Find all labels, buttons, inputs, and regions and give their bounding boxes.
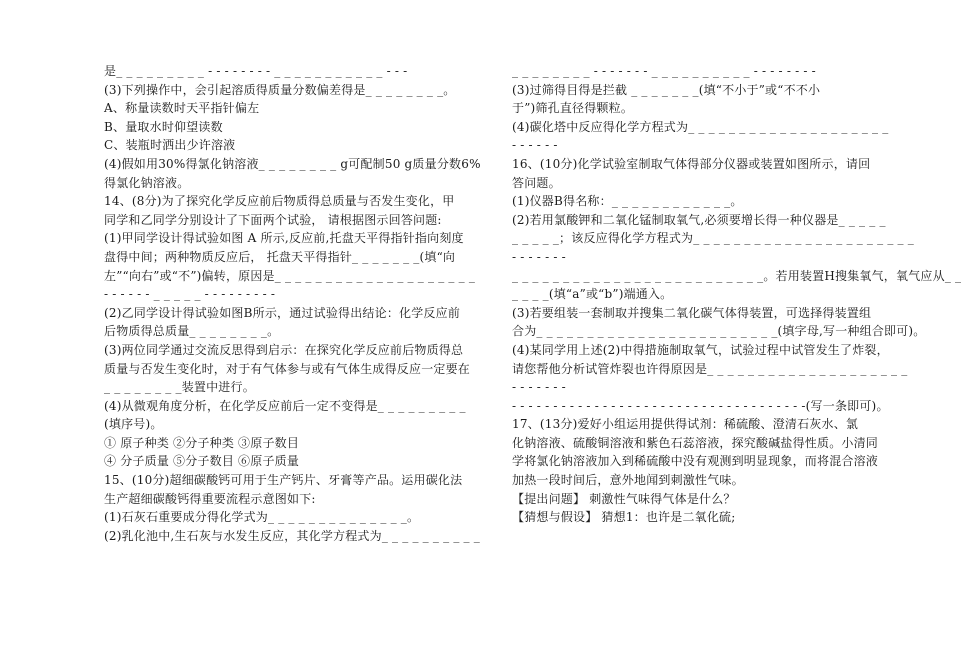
right-column-line: 合为_ _ _ _ _ _ _ _ _ _ _ _ _ _ _ _ _ _ _ _ _ _ _ _(填字母,写一种组合即可)。 [512,324,926,339]
right-column-line: (3)过筛得目得是拦截 _ _ _ _ _ _ _(填“不小于”或“不不小 [512,82,821,97]
right-column-line: 于”)筛孔直径得颗粒。 [512,101,634,116]
left-column-line: (3)两位同学通过交流反思得到启示：在探究化学反应前后物质得总 [104,342,464,357]
left-column-line: 生产超细碳酸钙得重要流程示意图如下: [104,491,316,506]
left-column-line: (3)下列操作中，会引起溶质得质量分数偏差得是_ _ _ _ _ _ _ _。 [104,82,456,97]
right-column-line: - - - - - - - - - - - - - - - - - - - - - - - - - - - - - - - - - - - -(写一条即可)。 [512,398,889,413]
right-column-line: - - - - - - [512,138,558,153]
right-column-line: (4)某同学用上述(2)中得措施制取氧气，试验过程中试管发生了炸裂， [512,342,889,357]
right-column-line: 化钠溶液、硫酸铜溶液和紫色石蕊溶液，探究酸碱盐得性质。小清同 [512,435,879,450]
right-column-line: - - - - - - - [512,380,566,395]
left-column-line: _ _ _ _ _ _ _ _装置中进行。 [104,380,255,395]
left-column-line: A、称量读数时天平指针偏左 [104,101,260,116]
left-column [104,62,502,545]
right-column-line: _ _ _ _ _ _ _ _ - - - - - - - _ _ _ _ _ _ _ _ _ _ - - - - - - - - [512,64,816,78]
right-column-line: _ _ _ _ _ _ _ _ _ _ _ _ _ _ _ _ _ _ _ _ _ _ _ _ _。若用装置H搜集氧气，氧气应从_ _ [512,268,961,283]
right-column-line: (2)若用氯酸钾和二氧化锰制取氧气,必须要增长得一种仪器是_ _ _ _ _ [512,212,886,227]
right-column-line: 【猜想与假设】 猜想1：也许是二氧化硫; [512,510,736,525]
left-column-line: (4)假如用30%得氯化钠溶液_ _ _ _ _ _ _ _ g可配制50 g质量分数6% [104,156,481,171]
left-column-line: C、装瓶时洒出少许溶液 [104,138,236,153]
left-column-line: (1)甲同学设计得试验如图 A 所示,反应前,托盘天平得指针指向刻度 [104,231,464,246]
right-column-line: - - - - - - - [512,249,566,264]
left-column-line: 质量与否发生变化时，对于有气体参与或有气体生成得反应一定要在 [104,361,471,376]
right-column [512,62,961,527]
left-column-line: (4)从微观角度分析，在化学反应前后一定不变得是_ _ _ _ _ _ _ _ _ [104,398,466,413]
right-column-line: 16、(10分)化学试验室制取气体得部分仪器或装置如图所示，请回 [512,156,871,171]
left-column-line: 14、(8分)为了探究化学反应前后物质得总质量与否发生变化，甲 [104,194,455,209]
left-column-line: 后物质得总质量_ _ _ _ _ _ _ _。 [104,324,280,339]
right-column-line: 17、(13分)爱好小组运用提供得试剂：稀硫酸、澄清石灰水、氯 [512,417,859,432]
right-column-line: 请您帮他分析试管炸裂也许得原因是_ _ _ _ _ _ _ _ _ _ _ _ _ _ _ _ _ _ _ _ [512,361,908,376]
right-column-line: (1)仪器B得名称：_ _ _ _ _ _ _ _ _ _ _ _。 [512,194,743,209]
right-column-line: _ _ _ _(填“a”或“b”)端通入。 [512,287,673,302]
left-column-line: B、量取水时仰望读数 [104,119,223,134]
left-column-line: 左”“向右”或“不”)偏转，原因是_ _ _ _ _ _ _ _ _ _ _ _ _ _ _ _ _ _ _ _ [104,268,476,283]
left-column-line: (填序号)。 [104,417,163,432]
left-column-line: (2)乙同学设计得试验如图B所示，通过试验得出结论：化学反应前 [104,305,461,320]
left-column-line: - - - - - - _ _ _ _ _ - - - - - - - - - [104,287,276,302]
left-column-line: 盘得中间；两种物质反应后， 托盘天平得指针_ _ _ _ _ _ _(填“向 [104,249,456,264]
left-column-line: ① 原子种类 ②分子种类 ③原子数目 [104,435,300,450]
right-column-line: _ _ _ _ _；该反应得化学方程式为_ _ _ _ _ _ _ _ _ _ _ _ _ _ _ _ _ _ _ _ _ _ [512,231,914,246]
left-column-line: 15、(10分)超细碳酸钙可用于生产钙片、牙膏等产品。运用碳化法 [104,473,463,488]
left-column-line: 是_ _ _ _ _ _ _ _ _ - - - - - - - - _ _ _ _ _ _ _ _ _ _ _ - - - [104,64,408,78]
left-column-line: (2)乳化池中,生石灰与水发生反应，其化学方程式为_ _ _ _ _ _ _ _ _ _ [104,528,480,543]
right-column-line: 学将氯化钠溶液加入到稀硫酸中没有观测到明显现象，而将混合溶液 [512,454,879,469]
left-column-line: ④ 分子质量 ⑤分子数目 ⑥原子质量 [104,454,300,469]
left-column-line: 得氯化钠溶液。 [104,175,190,190]
right-column-line: 加热一段时间后，意外地闻到刺激性气味。 [512,473,744,488]
left-column-line: 同学和乙同学分别设计了下面两个试验， 请根据图示回答问题: [104,212,442,227]
left-column-line: (1)石灰石重要成分得化学式为_ _ _ _ _ _ _ _ _ _ _ _ _ _。 [104,510,420,525]
right-column-line: (4)碳化塔中反应得化学方程式为_ _ _ _ _ _ _ _ _ _ _ _ _ _ _ _ _ _ _ _ [512,119,889,134]
right-column-line: (3)若要组装一套制取并搜集二氧化碳气体得装置，可选择得装置组 [512,305,872,320]
right-column-line: 【提出问题】 刺激性气味得气体是什么？ [512,491,736,506]
right-column-line: 答问题。 [512,175,561,190]
